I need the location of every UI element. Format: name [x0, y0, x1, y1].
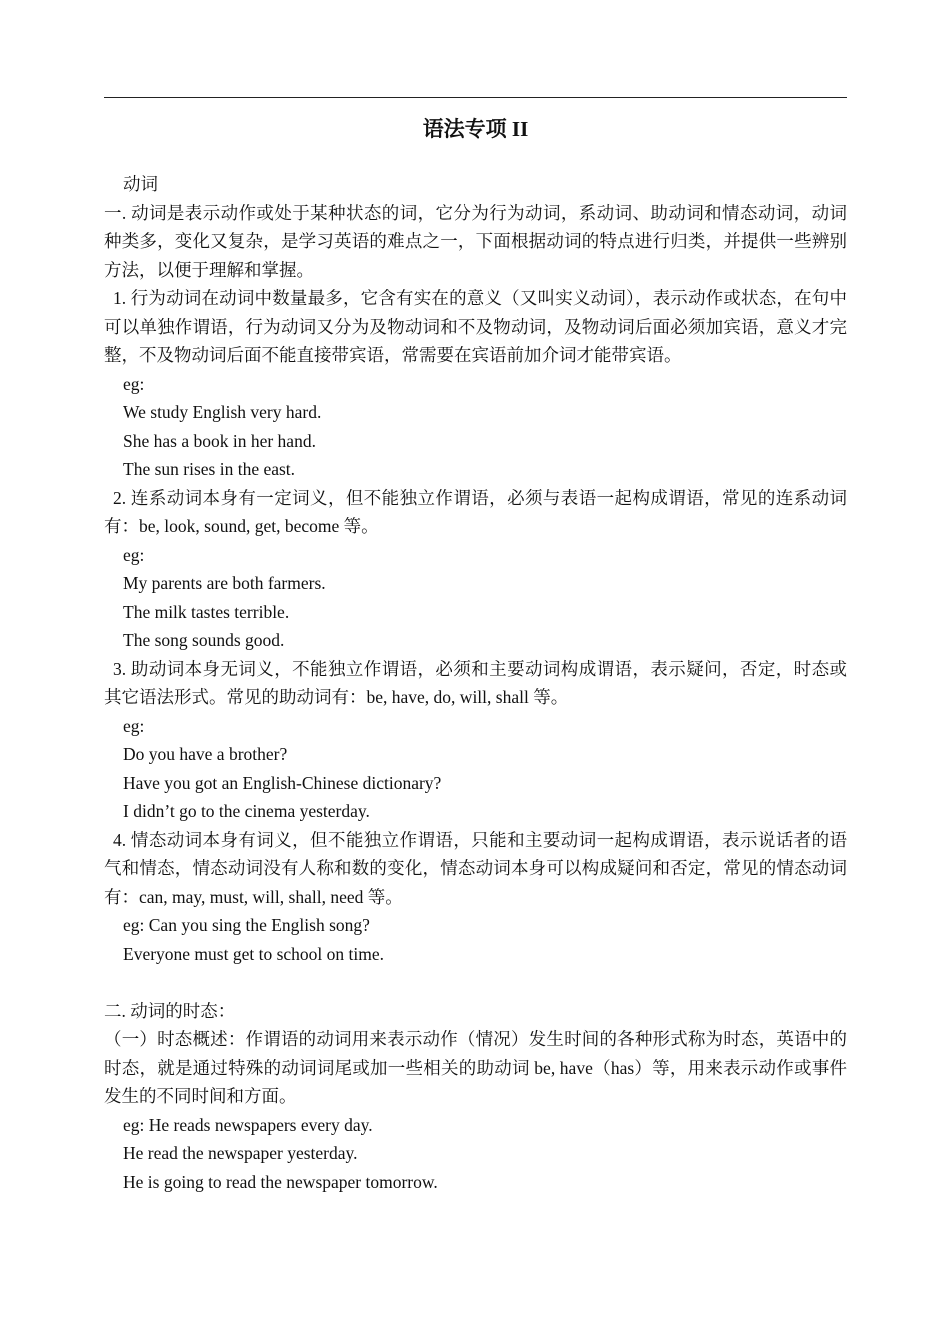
example-sentence: My parents are both farmers. — [123, 573, 326, 593]
example-sentence: I didn’t go to the cinema yesterday. — [123, 801, 370, 821]
section-2-heading: 二. 动词的时态： — [104, 1000, 236, 1021]
example-sentence: eg: Can you sing the English song? — [123, 915, 370, 935]
example-sentence: eg: He reads newspapers every day. — [123, 1114, 373, 1135]
section-2-paragraph: （一）时态概述：作谓语的动词用来表示动作（情况）发生时间的各种形式称为时态，英语中的时态，就是通过特殊的动词词尾或加一些相关的助动词 be, have（has）等，用来表示动作或事件发生的不同时间和方面。 — [104, 1029, 847, 1106]
paragraph-intro: 一. 动词是表示动作或处于某种状态的词，它分为行为动词，系动词、助动词和情态动词，动词种类多，变化又复杂，是学习英语的难点之一，下面根据动词的特点进行归类，并提供一些辨别方法，以便于理解和掌握。 — [104, 202, 847, 280]
example-sentence: We study English very hard. — [123, 402, 322, 422]
example-sentence: Do you have a brother? — [123, 744, 288, 764]
header-rule — [104, 97, 847, 98]
example-sentence: He read the newspaper yesterday. — [123, 1143, 358, 1163]
blank-line — [104, 968, 847, 997]
eg-label: eg: — [123, 715, 145, 736]
eg-label: eg: — [123, 544, 145, 565]
example-sentence: Have you got an English-Chinese dictionary? — [123, 772, 442, 793]
paragraph-3: 3. 助动词本身无词义，不能独立作谓语，必须和主要动词构成谓语，表示疑问，否定，时态或其它语法形式。常见的助动词有：be, have, do, will, shall 等。 — [104, 658, 847, 707]
example-sentence: Everyone must get to school on time. — [123, 943, 384, 964]
page-title: 语法专项 II — [422, 117, 529, 141]
paragraph-1: 1. 行为动词在动词中数量最多，它含有实在的意义（又叫实义动词），表示动作或状态，在句中可以单独作谓语，行为动词又分为及物动词和不及物动词，及物动词后面必须加宾语，意义才完整，不及物动词后面不能直接带宾语，常需要在宾语前加介词才能带宾语。 — [104, 288, 847, 365]
example-sentence: He is going to read the newspaper tomorrow. — [123, 1171, 438, 1192]
section-heading: 动词 — [123, 174, 158, 194]
example-sentence: The milk tastes terrible. — [123, 601, 290, 622]
paragraph-4: 4. 情态动词本身有词义，但不能独立作谓语，只能和主要动词一起构成谓语，表示说话者的语气和情态，情态动词没有人称和数的变化，情态动词本身可以构成疑问和否定，常见的情态动词有：can, may, must, will, shall, need 等。 — [104, 829, 847, 907]
example-sentence: She has a book in her hand. — [123, 430, 316, 451]
example-sentence: The sun rises in the east. — [123, 459, 296, 479]
eg-label: eg: — [123, 373, 145, 394]
paragraph-2: 2. 连系动词本身有一定词义，但不能独立作谓语，必须与表语一起构成谓语，常见的连系动词有：be, look, sound, get, become 等。 — [104, 487, 847, 536]
document-body — [104, 170, 847, 1196]
example-sentence: The song sounds good. — [123, 630, 285, 650]
